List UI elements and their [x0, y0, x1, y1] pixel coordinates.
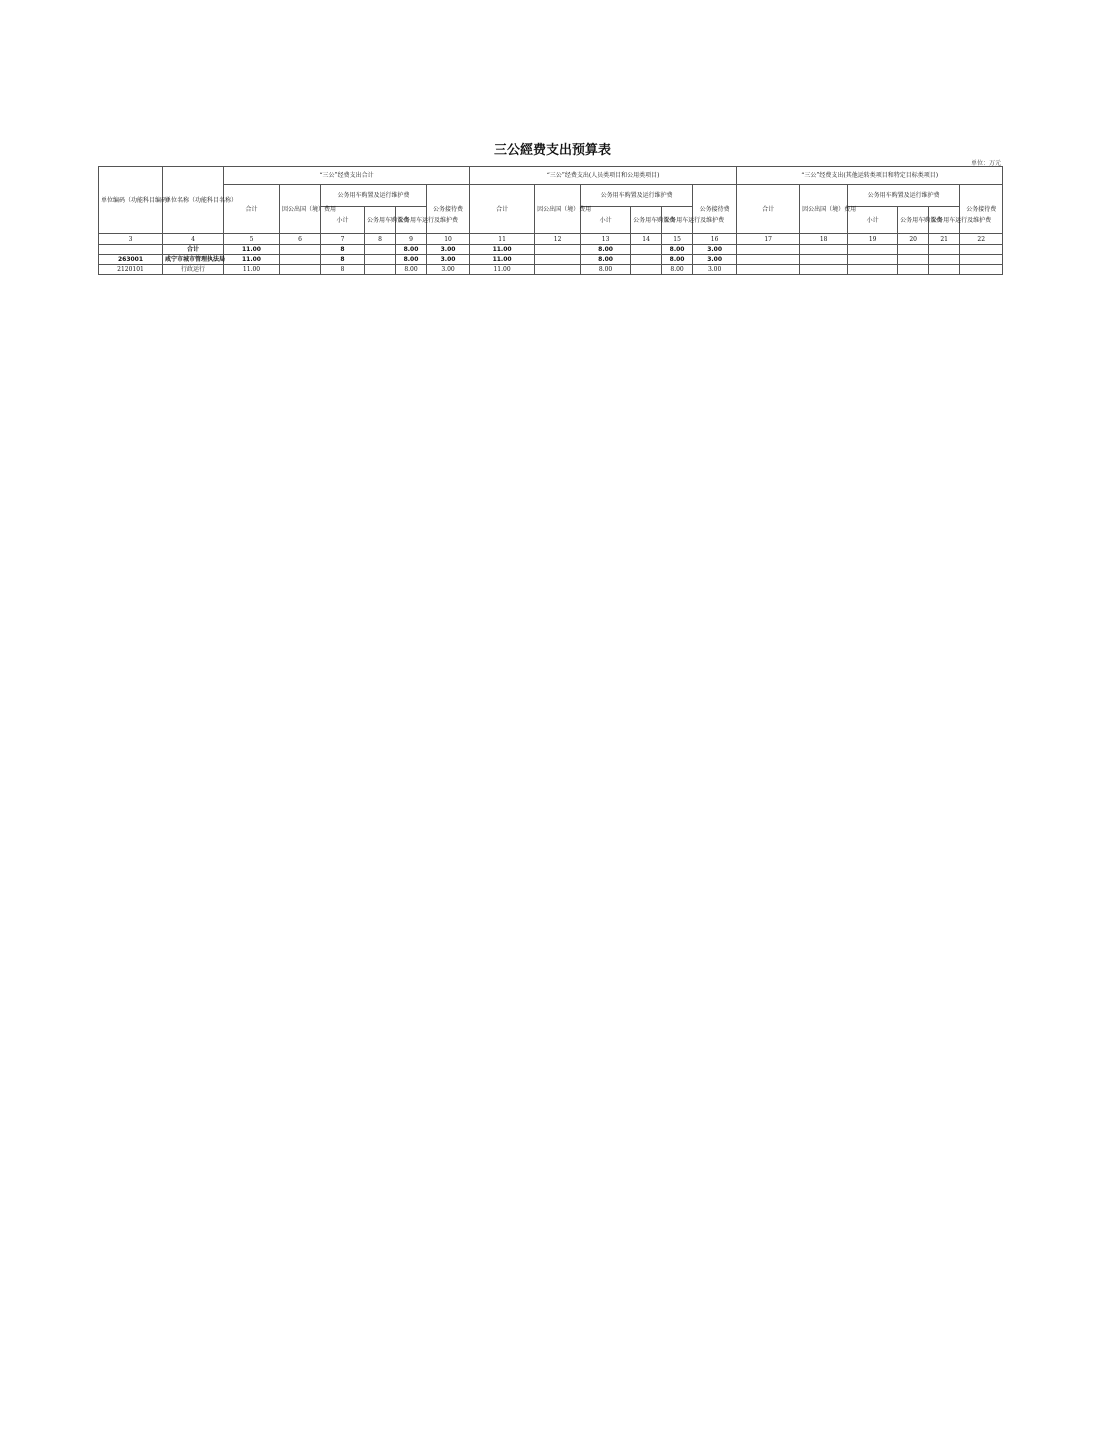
header-car-group: 公务用车购置及运行维护费 [321, 185, 427, 207]
cell-amount: 3.00 [427, 245, 470, 255]
cell-amount: 8.00 [396, 265, 427, 275]
cell-amount [631, 265, 662, 275]
cell-amount [848, 265, 898, 275]
cell-amount [631, 245, 662, 255]
cell-amount [929, 265, 960, 275]
cell-amount: 8.00 [581, 255, 631, 265]
cell-amount: 3.00 [693, 265, 737, 275]
cell-amount [898, 245, 929, 255]
header-unit-name: 单位名称（功能科目名称） [163, 167, 224, 234]
cell-amount [280, 245, 321, 255]
cell-amount [929, 245, 960, 255]
column-index: 5 [224, 234, 280, 245]
header-reception: 公务接待费 [693, 185, 737, 234]
cell-amount [365, 245, 396, 255]
cell-amount: 8 [321, 255, 365, 265]
header-group-basic: “三公”经费支出(人员类项目和公用类项目) [470, 167, 737, 185]
cell-amount: 11.00 [470, 245, 535, 255]
header-row-1 [99, 167, 1003, 185]
cell-name: 合计 [163, 245, 224, 255]
cell-amount: 8.00 [396, 255, 427, 265]
cell-amount: 3.00 [427, 265, 470, 275]
cell-amount [365, 265, 396, 275]
cell-amount: 8.00 [581, 265, 631, 275]
page-title: 三公經费支出预算表 [493, 143, 611, 158]
column-index: 19 [848, 234, 898, 245]
cell-amount [535, 245, 581, 255]
unit-label: 单位：万元 [970, 160, 1001, 167]
header-total: 合计 [470, 185, 535, 234]
cell-amount [535, 255, 581, 265]
cell-amount: 3.00 [693, 245, 737, 255]
cell-amount [280, 255, 321, 265]
cell-name: 行政运行 [163, 265, 224, 275]
column-index: 4 [163, 234, 224, 245]
cell-amount: 3.00 [693, 255, 737, 265]
column-index: 9 [396, 234, 427, 245]
header-car-group: 公务用车购置及运行维护费 [581, 185, 693, 207]
cell-amount [631, 255, 662, 265]
cell-amount [737, 245, 800, 255]
cell-amount [737, 255, 800, 265]
header-car-purchase: 公务用车购置费 [631, 207, 662, 234]
column-index: 10 [427, 234, 470, 245]
header-subtotal: 小计 [321, 207, 365, 234]
table-row [99, 255, 1003, 265]
column-index: 14 [631, 234, 662, 245]
header-total: 合计 [737, 185, 800, 234]
table-row [99, 245, 1003, 255]
cell-amount [800, 255, 848, 265]
column-index: 11 [470, 234, 535, 245]
header-reception: 公务接待费 [960, 185, 1003, 234]
cell-code: 2120101 [99, 265, 163, 275]
header-abroad: 因公出国（境）费用 [280, 185, 321, 234]
column-index: 18 [800, 234, 848, 245]
header-abroad: 因公出国（境）费用 [800, 185, 848, 234]
header-reception: 公务接待费 [427, 185, 470, 234]
table-row [99, 265, 1003, 275]
cell-amount: 8.00 [662, 255, 693, 265]
column-index: 22 [960, 234, 1003, 245]
header-car-purchase: 公务用车购置费 [898, 207, 929, 234]
header-group-project: “三公”经费支出(其他运转类项目和特定目标类项目) [737, 167, 1003, 185]
column-index: 20 [898, 234, 929, 245]
cell-amount: 11.00 [224, 255, 280, 265]
cell-amount [898, 255, 929, 265]
cell-amount [365, 255, 396, 265]
cell-amount [800, 265, 848, 275]
header-car-maint: 公务用车运行及维护费 [929, 207, 960, 234]
cell-amount [898, 265, 929, 275]
header-car-maint: 公务用车运行及维护费 [662, 207, 693, 234]
cell-amount [929, 255, 960, 265]
header-car-maint: 公务用车运行及维护费 [396, 207, 427, 234]
cell-amount: 8.00 [662, 265, 693, 275]
header-abroad: 因公出国（境）费用 [535, 185, 581, 234]
header-car-purchase: 公务用车购置费 [365, 207, 396, 234]
cell-amount: 8.00 [396, 245, 427, 255]
cell-amount: 8 [321, 265, 365, 275]
header-subtotal: 小计 [848, 207, 898, 234]
column-index: 7 [321, 234, 365, 245]
cell-amount [280, 265, 321, 275]
cell-amount [960, 245, 1003, 255]
column-index: 13 [581, 234, 631, 245]
header-subtotal: 小计 [581, 207, 631, 234]
cell-code: 263001 [99, 255, 163, 265]
cell-amount: 11.00 [224, 245, 280, 255]
column-index: 21 [929, 234, 960, 245]
cell-amount: 8.00 [581, 245, 631, 255]
cell-amount [737, 265, 800, 275]
column-index: 8 [365, 234, 396, 245]
cell-amount [960, 265, 1003, 275]
budget-table [98, 166, 1003, 275]
cell-amount: 3.00 [427, 255, 470, 265]
cell-amount: 11.00 [470, 255, 535, 265]
cell-amount: 8.00 [662, 245, 693, 255]
column-index: 6 [280, 234, 321, 245]
header-unit-code: 单位编码（功能科目编码） [99, 167, 163, 234]
cell-amount [848, 255, 898, 265]
column-index: 12 [535, 234, 581, 245]
cell-amount [848, 245, 898, 255]
table-body [99, 245, 1003, 275]
cell-name: 咸宁市城市管理执法局 [163, 255, 224, 265]
column-index-row [99, 234, 1003, 245]
cell-amount: 11.00 [470, 265, 535, 275]
cell-amount [535, 265, 581, 275]
cell-amount: 8 [321, 245, 365, 255]
column-index: 3 [99, 234, 163, 245]
column-index: 15 [662, 234, 693, 245]
column-index: 17 [737, 234, 800, 245]
cell-amount: 11.00 [224, 265, 280, 275]
column-index: 16 [693, 234, 737, 245]
cell-code [99, 245, 163, 255]
cell-amount [960, 255, 1003, 265]
header-total: 合计 [224, 185, 280, 234]
cell-amount [800, 245, 848, 255]
header-group-total: “三公”经费支出合计 [224, 167, 470, 185]
header-car-group: 公务用车购置及运行维护费 [848, 185, 960, 207]
